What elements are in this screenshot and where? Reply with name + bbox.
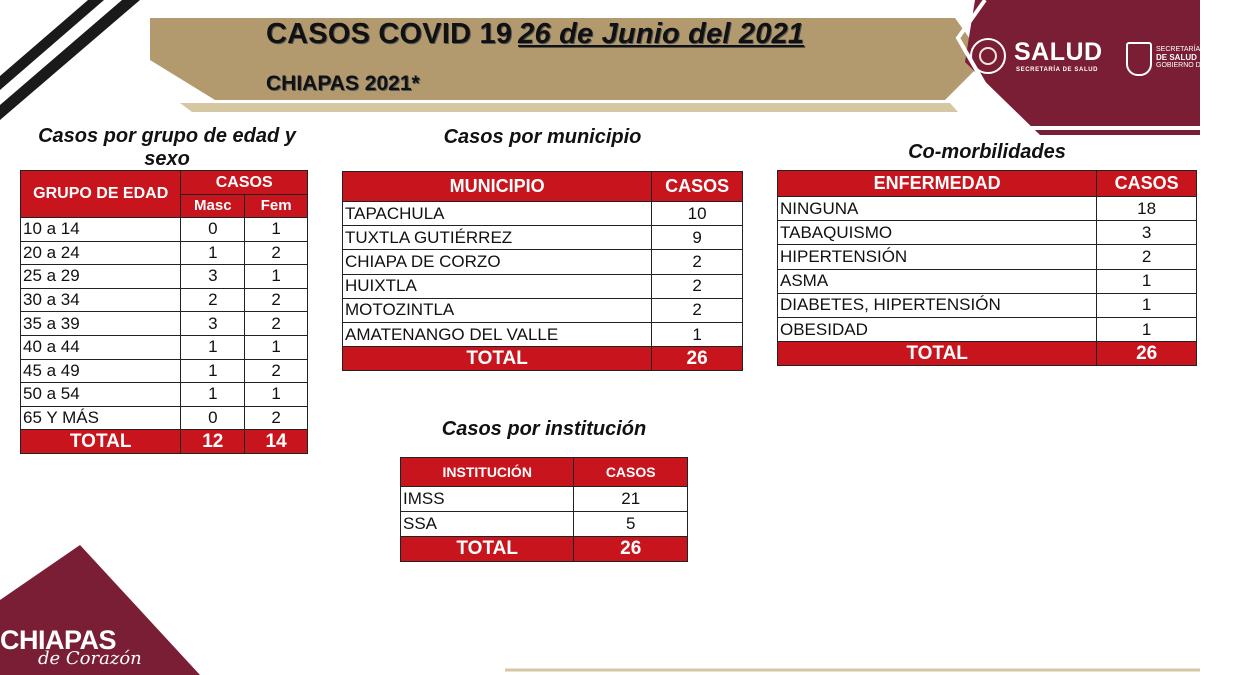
total-row: TOTAL 26 <box>401 537 688 562</box>
col-fem: Fem <box>245 195 308 218</box>
gold-light-stripe <box>180 103 958 112</box>
salud-logo <box>970 38 1110 82</box>
total-row: TOTAL 12 14 <box>21 430 308 454</box>
col-institucion: INSTITUCIÓN <box>401 458 574 487</box>
table-row: 25 a 29 3 1 <box>21 265 308 289</box>
section-title-comorbilidades: Co-morbilidades <box>908 141 1066 163</box>
table-row: MOTOZINTLA 2 <box>343 298 743 322</box>
table-row: 35 a 39 3 2 <box>21 312 308 336</box>
comorbidities-table <box>777 170 1197 366</box>
chiapas-logo-subtext: de Corazón <box>38 648 142 669</box>
table-row: CHIAPA DE CORZO 2 <box>343 250 743 274</box>
col-casos: CASOS <box>574 458 688 487</box>
institution-table <box>400 457 688 562</box>
table-row: HIPERTENSIÓN 2 <box>778 245 1197 269</box>
section-title-institucion: Casos por institución <box>441 418 647 440</box>
table-row: 10 a 14 0 1 <box>21 218 308 242</box>
col-grupo-edad: GRUPO DE EDAD <box>21 171 181 218</box>
table-row: DIABETES, HIPERTENSIÓN 1 <box>778 293 1197 317</box>
chiapas-logo-text: CHIAPAS <box>0 625 117 655</box>
col-casos: CASOS <box>181 171 308 195</box>
total-row: TOTAL 26 <box>778 342 1197 366</box>
page-date: 26 de Junio del 2021 <box>518 18 805 50</box>
col-enfermedad: ENFERMEDAD <box>778 171 1097 197</box>
table-row: 20 a 24 1 2 <box>21 241 308 265</box>
secretaria-logo <box>1126 42 1238 82</box>
table-row: NINGUNA 18 <box>778 197 1197 221</box>
section-title-municipio: Casos por municipio <box>443 126 642 148</box>
salud-logo-subtext: SECRETARÍA DE SALUD <box>1016 67 1099 73</box>
col-municipio: MUNICIPIO <box>343 172 652 202</box>
section-title-edad: Casos por grupo de edad y sexo <box>38 125 296 170</box>
page-title: CASOS COVID 19 26 de Junio del 2021 <box>266 18 805 50</box>
table-row: 65 Y MÁS 0 2 <box>21 406 308 430</box>
table-row: TAPACHULA 10 <box>343 202 743 226</box>
chiapas-shield-icon <box>1126 42 1152 76</box>
salud-logo-text: SALUD <box>1014 38 1103 66</box>
table-row: AMATENANGO DEL VALLE 1 <box>343 322 743 346</box>
table-row: IMSS 21 <box>401 487 688 512</box>
secretaria-logo-text: SECRETARÍA DE SALUD GOBIERNO DE CHIAPAS <box>1156 46 1238 69</box>
table-row: 40 a 44 1 1 <box>21 335 308 359</box>
page-subtitle: CHIAPAS 2021* <box>266 72 420 95</box>
col-casos: CASOS <box>1097 171 1197 197</box>
table-row: TUXTLA GUTIÉRREZ 9 <box>343 226 743 250</box>
table-row: 45 a 49 1 2 <box>21 359 308 383</box>
table-row: ASMA 1 <box>778 269 1197 293</box>
col-casos: CASOS <box>652 172 743 202</box>
total-row: TOTAL 26 <box>343 347 743 371</box>
table-row: OBESIDAD 1 <box>778 317 1197 341</box>
eagle-seal-icon <box>970 38 1006 74</box>
age-group-table <box>20 170 308 454</box>
table-row: SSA 5 <box>401 512 688 537</box>
municipality-table <box>342 171 743 371</box>
col-masc: Masc <box>181 195 245 218</box>
table-row: 30 a 34 2 2 <box>21 288 308 312</box>
table-row: HUIXTLA 2 <box>343 274 743 298</box>
table-row: 50 a 54 1 1 <box>21 383 308 407</box>
table-row: TABAQUISMO 3 <box>778 221 1197 245</box>
